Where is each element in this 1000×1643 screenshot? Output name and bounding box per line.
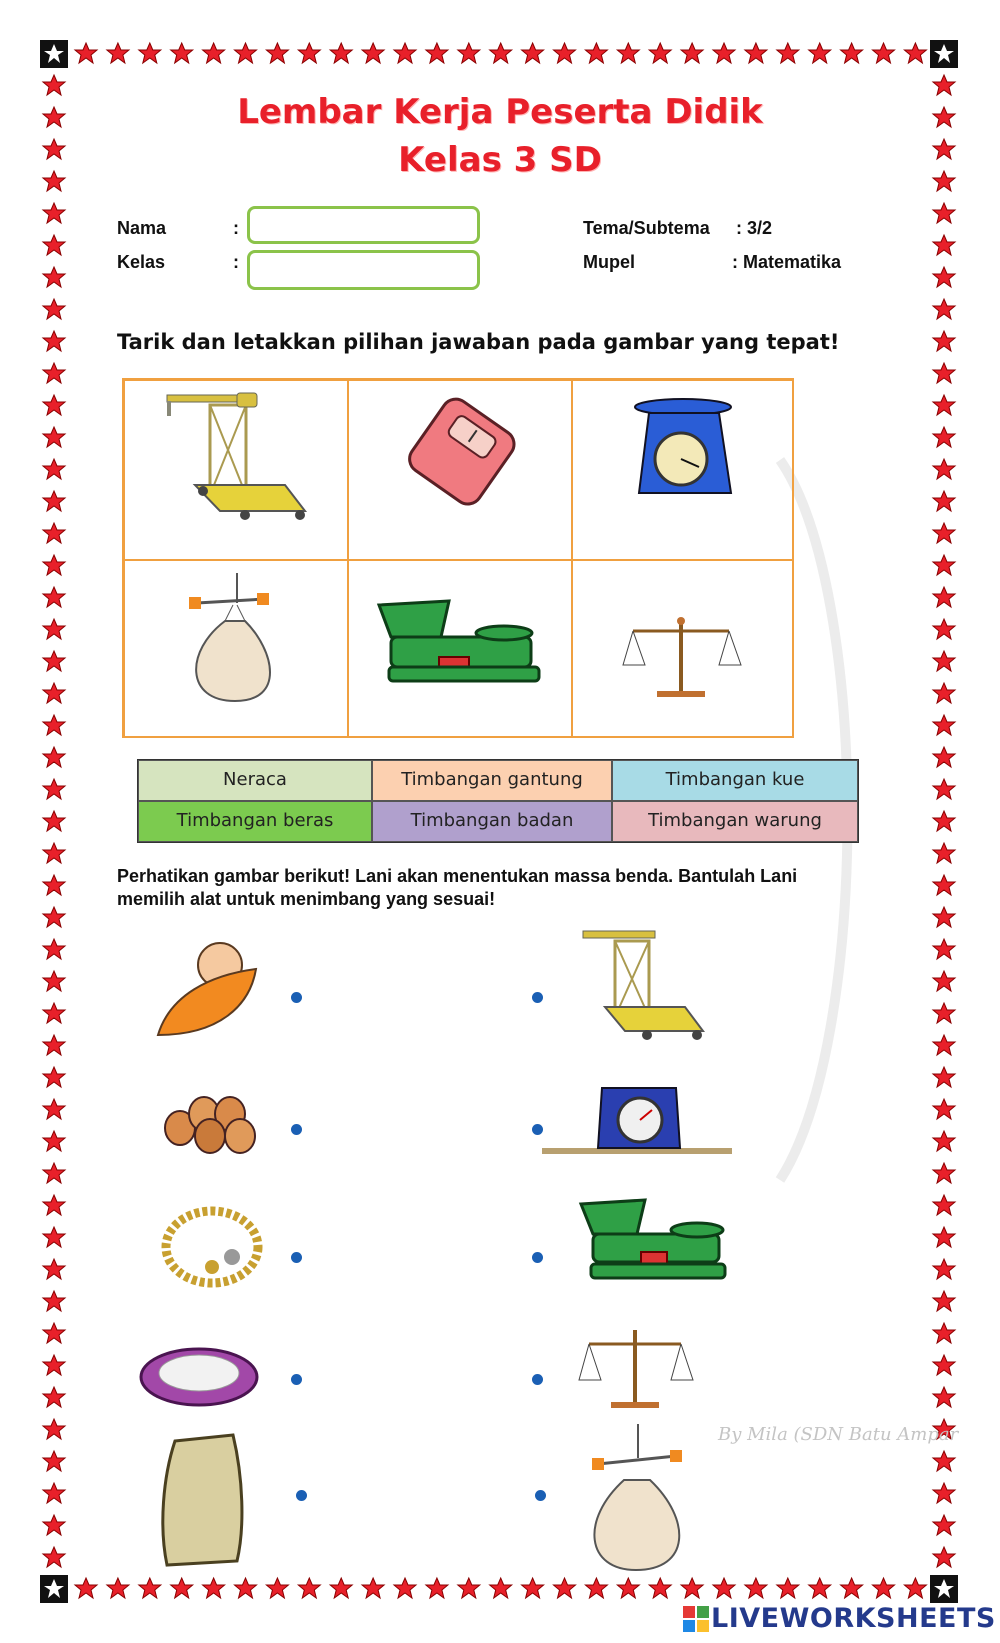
necklace-icon [160,1205,265,1290]
left-connector-dot-2[interactable] [291,1124,302,1135]
drop-cell-6[interactable] [572,560,794,738]
tema-label: Tema/Subtema [583,218,710,238]
answer-timbangan-warung[interactable]: Timbangan warung [612,801,858,842]
left-connector-dot-4[interactable] [291,1374,302,1385]
image-drop-grid [122,378,794,738]
drop-cell-5[interactable] [348,560,572,738]
left-connector-dot-5[interactable] [296,1490,307,1501]
balance-scale-icon [575,1320,695,1415]
market-scale-icon [575,1190,735,1290]
hanging-scale-icon [580,1420,700,1580]
right-connector-dot-5[interactable] [535,1490,546,1501]
nama-colon: : [233,218,239,238]
drop-cell-2[interactable] [348,380,572,560]
answer-neraca[interactable]: Neraca [138,760,372,801]
platform-scale-icon [125,381,349,561]
kelas-colon: : [233,252,239,272]
author-watermark: By Mila (SDN Batu Ampar [718,1424,959,1445]
answer-timbangan-gantung[interactable]: Timbangan gantung [372,760,612,801]
flour-bowl-icon [137,1333,262,1413]
drop-cell-3[interactable] [572,380,794,560]
worksheet-subtitle: Kelas 3 SD [398,140,602,180]
drop-cell-4[interactable] [124,560,348,738]
bathroom-scale-icon [349,381,573,561]
hanging-scale-icon [125,561,349,739]
right-connector-dot-3[interactable] [532,1252,543,1263]
liveworksheets-brand[interactable] [683,1603,996,1634]
kitchen-scale-icon [573,381,795,561]
kitchen-scale-icon [540,1080,735,1160]
tema-value: : 3/2 [736,218,773,238]
balance-scale-icon [573,561,795,739]
nama-input[interactable] [247,206,480,244]
rice-sack-icon [155,1427,250,1572]
eggs-icon [160,1090,260,1155]
answer-timbangan-beras[interactable]: Timbangan beras [138,801,372,842]
left-connector-dot-1[interactable] [291,992,302,1003]
left-connector-dot-3[interactable] [291,1252,302,1263]
platform-scale-icon [575,925,725,1050]
answer-timbangan-kue[interactable]: Timbangan kue [612,760,858,801]
section1-instruction: Tarik dan letakkan pilihan jawaban pada gambar yang tepat! [117,330,840,354]
liveworksheets-logo-icon [683,1606,709,1632]
right-connector-dot-1[interactable] [532,992,543,1003]
mupel-label: Mupel [583,252,635,272]
kelas-input[interactable] [247,250,480,290]
baby-icon [150,935,265,1045]
brand-name: LIVEWORKSHEETS [711,1603,996,1634]
right-connector-dot-4[interactable] [532,1374,543,1385]
answer-choices [137,759,859,843]
kelas-label: Kelas [117,252,166,272]
worksheet-title: Lembar Kerja Peserta Didik [237,92,763,132]
nama-label: Nama [117,218,167,238]
drop-cell-1[interactable] [124,380,348,560]
section2-instruction: Perhatikan gambar berikut! Lani akan menentukan massa benda. Bantulah Lani memilih alat untuk menimbang yang sesuai! [117,866,798,909]
answer-timbangan-badan[interactable]: Timbangan badan [372,801,612,842]
mupel-value: : Matematika [732,252,842,272]
market-scale-icon [349,561,573,739]
